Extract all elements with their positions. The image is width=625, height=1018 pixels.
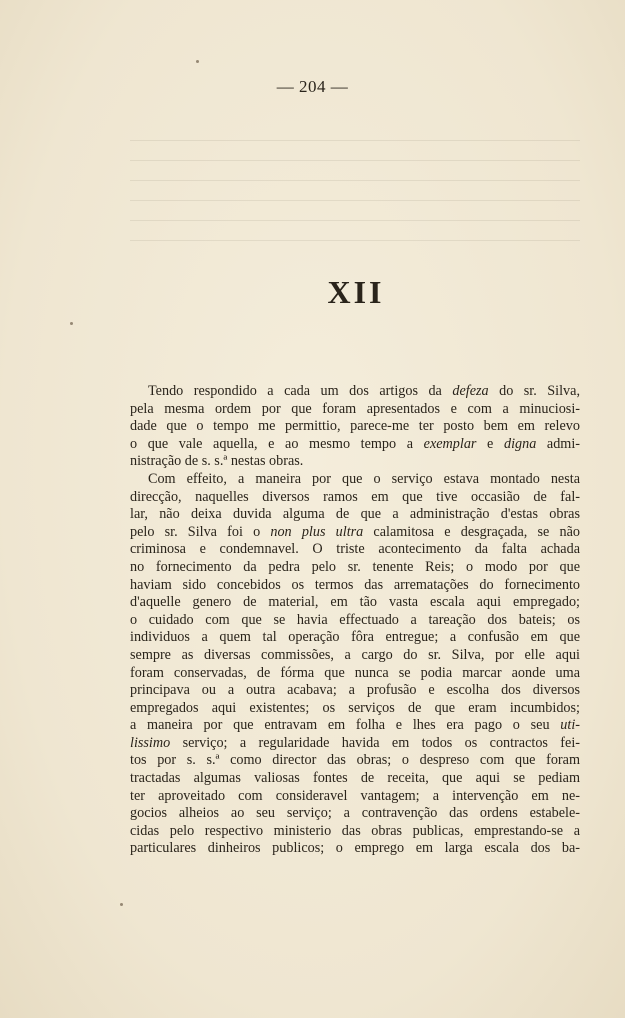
bleed-through: [130, 240, 580, 241]
bleed-through: [130, 220, 580, 221]
italic-run: digna: [503, 435, 537, 452]
text-line: ter aproveitado com consideravel vantagem; a intervenção em ne-: [130, 787, 580, 804]
bleed-through: [130, 180, 580, 181]
text-run: do sr. Silva,: [488, 383, 580, 399]
bleed-through: [130, 160, 580, 161]
text-line: lar, não deixa duvida alguma de que a administração d'estas obras: [130, 506, 580, 523]
italic-run: exemplar: [423, 435, 477, 452]
paper-speck: [196, 60, 199, 63]
text-run: admi-: [536, 435, 580, 452]
body-text: [130, 383, 580, 858]
text-line: foram conservadas, de fórma que nunca se podia marcar aonde uma: [130, 664, 580, 681]
text-line: no fornecimento da pedra pelo sr. tenente Reis; o modo por que: [130, 558, 580, 575]
text-line: tractadas algumas valiosas fontes de receita, que aqui se pediam: [130, 770, 580, 787]
text-run: serviço; a regularidade havida em todos os contractos fei-: [170, 734, 580, 751]
text-line: nistração de s. s.ª nestas obras.: [130, 453, 304, 470]
text-line: [130, 717, 580, 735]
text-run: calamitosa e desgraçada, se não: [363, 523, 580, 540]
text-line: haviam sido concebidos os termos das arrematações do fornecimento: [130, 576, 580, 593]
text-line: Com effeito, a maneira por que o serviço estava montado nesta: [148, 470, 580, 487]
text-run: e: [476, 435, 504, 452]
text-run: pelo sr. Silva foi o: [130, 523, 271, 540]
text-line: pela mesma ordem por que foram apresentados e com a minuciosi-: [130, 400, 580, 417]
text-line: o cuidado com que se havia effectuado a tareação dos bateis; os: [130, 611, 580, 628]
text-line: [130, 383, 580, 401]
text-line: gocios alheios ao seu serviço; a contravenção das ordens estabele-: [130, 805, 580, 822]
chapter-heading: XII: [327, 274, 385, 310]
text-run: a maneira por que entravam em folha e lhes era pago o seu: [130, 717, 561, 734]
text-line: empregados aqui existentes; os serviços de que eram incumbidos;: [130, 699, 580, 716]
text-line: dade que o tempo me permittio, parece-me ter posto bem em relevo: [130, 418, 580, 435]
paper-speck: [70, 322, 73, 325]
text-line: principava ou a outra acabava; a profusão e escolha dos diversos: [130, 682, 580, 699]
text-line: [130, 735, 580, 753]
text-line: tos por s. s.ª como director das obras; o despreso com que foram: [130, 752, 580, 769]
text-run: Tendo respondido a cada um dos artigos da: [148, 383, 453, 399]
italic-run: non plus ultra: [270, 523, 364, 540]
italic-run: defeza: [452, 383, 489, 399]
bleed-through: [130, 200, 580, 201]
text-line: [130, 436, 580, 454]
text-line: criminosa e condemnavel. O triste acontecimento da falta achada: [130, 541, 580, 558]
text-run: o que vale aquella, e ao mesmo tempo a: [130, 435, 424, 452]
page-number: — 204 —: [276, 77, 349, 96]
text-line: direcção, naquelles diversos ramos em que tive occasião de fal-: [130, 488, 580, 505]
text-line: sempre as diversas commissões, a cargo do sr. Silva, por elle aqui: [130, 646, 580, 663]
text-line: particulares dinheiros publicos; o emprego em larga escala dos ba-: [130, 840, 580, 857]
paper-speck: [120, 903, 123, 906]
text-line: individuos a quem tal operação fôra entregue; a confusão em que: [130, 629, 580, 646]
text-line: [130, 524, 580, 542]
italic-run: uti-: [560, 717, 580, 734]
text-line: d'aquelle genero de material, em tão vasta escala aqui empregado;: [130, 594, 580, 611]
text-line: cidas pelo respectivo ministerio das obras publicas, emprestando-se a: [130, 822, 580, 839]
bleed-through: [130, 140, 580, 141]
italic-run: lissimo: [130, 734, 171, 751]
